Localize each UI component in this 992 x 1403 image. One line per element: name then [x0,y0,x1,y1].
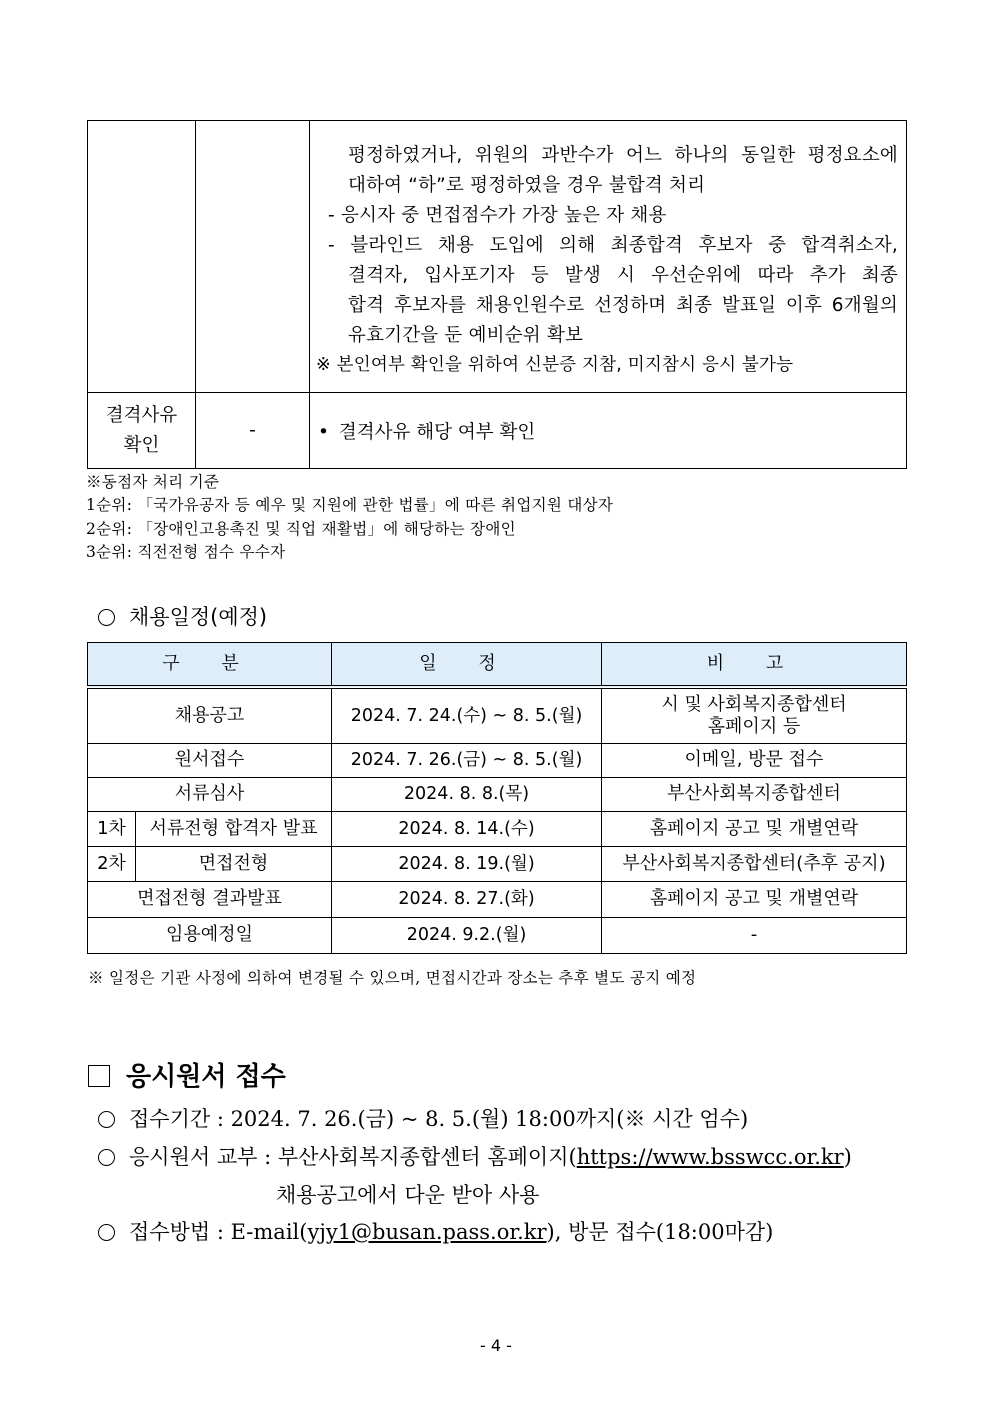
criteria-line: 대하여 “하”로 평정하였을 경우 불합격 처리 [348,175,706,196]
criteria-line: - 블라인드 채용 도입에 의해 최종합격 후보자 중 합격취소자, [328,235,898,256]
table-row [88,777,907,811]
table-row [88,687,907,743]
application-period-text: 접수기간 : 2024. 7. 26.(금) ~ 8. 5.(월) 18:00까지(※ 시간 엄수) [129,1107,749,1131]
schedule-footnote: ※ 일정은 기관 사정에 의하여 변경될 수 있으며, 면접시간과 장소는 추후 별도 공지 예정 [88,969,697,987]
table-row [88,846,907,881]
row-note: 부산사회복지종합센터 [602,777,907,811]
circle-bullet-icon [98,1111,115,1128]
criteria-cell-empty-2 [196,121,310,393]
criteria-line: 평정하였거나, 위원의 과반수가 어느 하나의 동일한 평정요소에 [348,145,898,166]
application-form [98,1141,852,1171]
table-row [88,917,907,953]
header-note: 비 고 [602,643,907,688]
criteria-content-cell [310,121,907,393]
criteria-line: 유효기간을 둔 예비순위 확보 [348,325,584,346]
row-label: 서류전형 합격자 발표 [136,811,332,846]
row-stage: 1차 [88,811,136,846]
criteria-line: 결격자, 입사포기자 등 발생 시 우선순위에 따라 추가 최종 [348,265,898,286]
row-stage: 2차 [88,846,136,881]
table-row [88,881,907,917]
row-note-line2: 홈페이지 등 [707,715,801,737]
disqualification-content-cell [310,393,907,469]
application-form-suffix: ) [843,1145,852,1169]
row-date: 2024. 8. 19.(월) [332,846,602,881]
schedule-header-row [88,643,907,688]
row-date: 2024. 9.2.(월) [332,917,602,953]
criteria-cell-empty-1 [88,121,196,393]
row-note: - [602,917,907,953]
schedule-table [87,642,907,954]
circle-bullet-icon [98,1149,115,1166]
row-label: 면접전형 [136,846,332,881]
disqualification-dash: - [196,393,310,469]
table-row [88,811,907,846]
criteria-line: ※ 본인여부 확인을 위하여 신분증 지참, 미지참시 응시 불가능 [316,355,794,375]
criteria-line: - 응시자 중 면접점수가 가장 높은 자 채용 [328,205,667,226]
application-heading-text: 응시원서 접수 [126,1062,286,1092]
application-method-prefix: 접수방법 : E-mail( [129,1220,308,1244]
row-date: 2024. 8. 27.(화) [332,881,602,917]
tie-note-rank3: 3순위: 직전전형 점수 우수자 [86,543,286,561]
disqualification-label-cell [88,393,196,469]
row-label: 면접전형 결과발표 [88,881,332,917]
tie-note-title: ※동점자 처리 기준 [86,473,220,491]
application-form-prefix: 응시원서 교부 : 부산사회복지종합센터 홈페이지( [129,1145,577,1169]
table-row [88,743,907,777]
row-date: 2024. 7. 26.(금) ~ 8. 5.(월) [332,743,602,777]
application-heading [88,1056,286,1093]
row-note: 부산사회복지종합센터(추후 공지) [602,846,907,881]
tie-note-rank2: 2순위: 「장애인고용촉진 및 직업 재활법」에 해당하는 장애인 [86,520,516,538]
circle-bullet-icon [98,1224,115,1241]
schedule-heading [98,601,267,631]
row-note-line1: 시 및 사회복지종합센터 [661,693,847,715]
circle-bullet-icon [98,609,115,626]
page-number: - 4 - [480,1336,512,1355]
application-method-suffix: ), 방문 접수(18:00마감) [546,1220,774,1244]
row-note: 홈페이지 공고 및 개별연락 [602,811,907,846]
header-category: 구 분 [88,643,332,688]
row-note: 이메일, 방문 접수 [602,743,907,777]
bullet-icon: • [318,421,329,443]
criteria-table [87,120,907,469]
disqualification-label-line2: 확인 [123,434,160,456]
row-note: 홈페이지 공고 및 개별연락 [602,881,907,917]
email-link[interactable]: yjy1@busan.pass.or.kr [307,1220,547,1244]
homepage-link[interactable]: https://www.bsswcc.or.kr [576,1145,844,1169]
criteria-line: 합격 후보자를 채용인원수로 선정하며 최종 발표일 이후 6개월의 [348,295,898,316]
row-label: 서류심사 [88,777,332,811]
row-date: 2024. 8. 14.(수) [332,811,602,846]
row-note [602,687,907,743]
row-label: 채용공고 [88,687,332,743]
row-date: 2024. 8. 8.(목) [332,777,602,811]
row-date: 2024. 7. 24.(수) ~ 8. 5.(월) [332,687,602,743]
disqualification-content: 결격사유 해당 여부 확인 [338,421,536,443]
application-method [98,1216,773,1246]
application-form-line2: 채용공고에서 다운 받아 사용 [276,1183,540,1207]
schedule-heading-text: 채용일정(예정) [129,605,268,629]
tie-note-rank1: 1순위: 「국가유공자 등 예우 및 지원에 관한 법률」에 따른 취업지원 대상자 [86,496,614,514]
application-period [98,1103,748,1133]
row-label: 원서접수 [88,743,332,777]
row-label: 임용예정일 [88,917,332,953]
disqualification-label-line1: 결격사유 [105,404,178,426]
header-date: 일 정 [332,643,602,688]
checkbox-square-icon [88,1065,110,1087]
